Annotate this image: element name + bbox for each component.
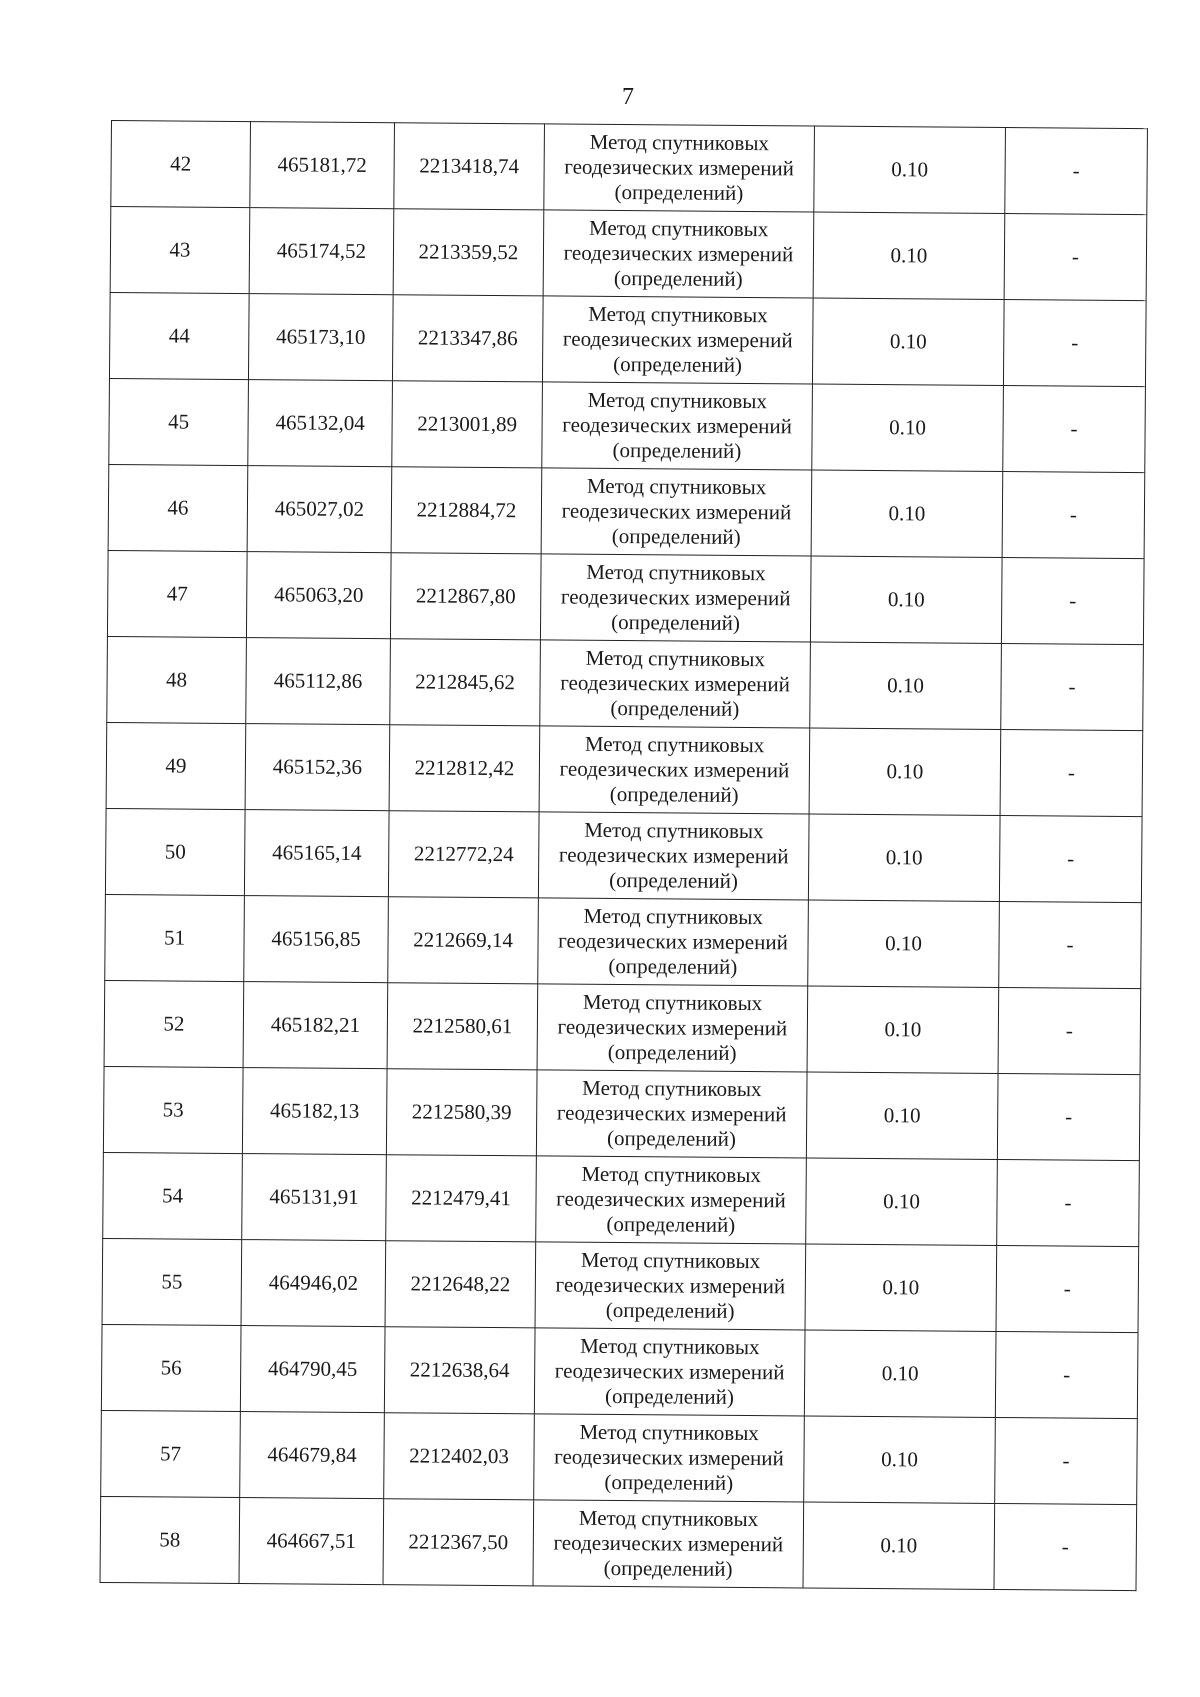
table-row [101, 1410, 1138, 1504]
method-line: Метод спутниковых [580, 1333, 760, 1360]
extra-cell: - [996, 1245, 1139, 1332]
coord-x-cell: 464679,84 [240, 1412, 385, 1499]
coord-x-cell: 465132,04 [248, 380, 393, 467]
method-line: (определений) [611, 609, 741, 635]
method-line: Метод спутниковых [587, 387, 768, 414]
method-line: (определений) [608, 953, 738, 979]
coord-y-cell: 2212367,50 [383, 1499, 534, 1586]
accuracy-cell: 0.10 [803, 1502, 995, 1589]
method-cell [538, 898, 809, 986]
method-cell [544, 124, 815, 212]
coord-y-cell: 2212580,39 [386, 1069, 537, 1156]
method-line: геодезических измерений [562, 412, 793, 439]
coord-y-cell: 2212845,62 [390, 639, 541, 726]
coord-x-cell: 465165,14 [244, 810, 389, 897]
table-row [103, 1066, 1140, 1160]
coord-x-cell: 465156,85 [244, 896, 389, 983]
method-line: Метод спутниковых [585, 645, 766, 672]
method-line: геодезических измерений [559, 756, 790, 783]
method-line: Метод спутниковых [589, 129, 770, 156]
extra-cell: - [1001, 644, 1144, 731]
point-number-cell: 47 [107, 550, 247, 637]
point-number-cell: 49 [106, 722, 246, 809]
extra-cell: - [1000, 730, 1143, 817]
extra-cell: - [1001, 558, 1144, 645]
method-line: Метод спутниковых [578, 1505, 759, 1532]
coord-x-cell: 465112,86 [246, 638, 391, 725]
method-line: геодезических измерений [558, 928, 788, 955]
accuracy-cell: 0.10 [810, 556, 1002, 643]
method-line: геодезических измерений [554, 1444, 784, 1471]
point-number-cell: 54 [103, 1152, 243, 1239]
accuracy-cell: 0.10 [814, 126, 1006, 213]
method-line: (определений) [613, 351, 743, 377]
extra-cell: - [1005, 128, 1148, 215]
method-cell [542, 382, 813, 470]
coord-y-cell: 2212479,41 [386, 1155, 537, 1242]
method-line: геодезических измерений [560, 670, 791, 697]
table-row [102, 1238, 1139, 1332]
method-line: геодезических измерений [560, 584, 791, 611]
method-line: Метод спутниковых [582, 1075, 762, 1102]
method-cell [535, 1242, 806, 1330]
extra-cell: - [995, 1331, 1138, 1418]
accuracy-cell: 0.10 [808, 814, 1000, 901]
method-line: Метод спутниковых [586, 559, 766, 586]
method-line: геодезических измерений [563, 240, 794, 267]
table-row [111, 121, 1148, 215]
coord-x-cell: 464946,02 [241, 1240, 386, 1327]
method-line: геодезических измерений [556, 1186, 786, 1213]
accuracy-cell: 0.10 [810, 642, 1002, 729]
page-number: 7 [622, 84, 634, 110]
method-line: Метод спутниковых [584, 817, 764, 844]
method-cell [539, 726, 810, 814]
method-line: геодезических измерений [562, 326, 793, 353]
table-row [101, 1324, 1138, 1418]
method-line: (определений) [611, 523, 741, 549]
method-cell [540, 554, 811, 642]
coord-x-cell: 465131,91 [242, 1154, 387, 1241]
method-line: Метод спутниковых [580, 1247, 761, 1274]
accuracy-cell: 0.10 [809, 728, 1001, 815]
extra-cell: - [1002, 472, 1145, 559]
method-line: Метод спутниковых [581, 1161, 761, 1188]
extra-cell: - [997, 1073, 1140, 1160]
table-row [110, 207, 1147, 301]
point-number-cell: 52 [104, 980, 244, 1067]
coord-x-cell: 465152,36 [245, 724, 390, 811]
coord-y-cell: 2213347,86 [392, 295, 543, 382]
coordinates-table [100, 120, 1148, 1591]
accuracy-cell: 0.10 [804, 1416, 996, 1503]
method-line: Метод спутниковых [579, 1419, 759, 1446]
extra-cell: - [999, 902, 1142, 989]
extra-cell: - [998, 987, 1141, 1074]
method-cell [536, 1156, 807, 1244]
accuracy-cell: 0.10 [804, 1330, 996, 1417]
coord-y-cell: 2212638,64 [384, 1327, 535, 1414]
method-cell [536, 1070, 807, 1158]
method-line: (определений) [610, 695, 740, 721]
method-line: геодезических измерений [561, 498, 792, 525]
method-cell [534, 1328, 805, 1416]
method-line: (определений) [614, 179, 744, 205]
extra-cell: - [995, 1417, 1138, 1504]
coord-x-cell: 465174,52 [249, 208, 394, 295]
table-row [109, 378, 1146, 472]
method-line: (определений) [605, 1297, 735, 1323]
coord-y-cell: 2212772,24 [388, 811, 539, 898]
table-row [105, 894, 1142, 988]
point-number-cell: 43 [110, 207, 250, 294]
coord-x-cell: 465181,72 [250, 122, 395, 209]
coord-x-cell: 465027,02 [247, 466, 392, 553]
point-number-cell: 44 [109, 292, 249, 379]
method-line: Метод спутниковых [583, 903, 764, 930]
method-line: (определений) [604, 1383, 734, 1409]
point-number-cell: 53 [103, 1066, 243, 1153]
accuracy-cell: 0.10 [807, 986, 999, 1073]
method-line: геодезических измерений [554, 1358, 785, 1385]
coord-x-cell: 465182,13 [242, 1068, 387, 1155]
extra-cell: - [1003, 300, 1146, 387]
point-number-cell: 46 [108, 464, 248, 551]
accuracy-cell: 0.10 [805, 1244, 997, 1331]
method-line: геодезических измерений [555, 1272, 786, 1299]
extra-cell: - [994, 1503, 1137, 1590]
method-cell [540, 640, 811, 728]
method-cell [538, 812, 809, 900]
method-line: (определений) [606, 1211, 736, 1237]
table-row [108, 464, 1145, 558]
coord-y-cell: 2212812,42 [389, 725, 540, 812]
coord-x-cell: 465173,10 [248, 294, 393, 381]
coord-y-cell: 2212580,61 [387, 983, 538, 1070]
method-line: (определений) [613, 265, 743, 291]
method-cell [534, 1414, 805, 1502]
accuracy-cell: 0.10 [808, 900, 1000, 987]
accuracy-cell: 0.10 [806, 1072, 998, 1159]
coord-y-cell: 2212867,80 [390, 553, 541, 640]
method-line: Метод спутниковых [588, 215, 769, 242]
coord-y-cell: 2213359,52 [393, 209, 544, 296]
table-row [109, 292, 1146, 386]
coord-y-cell: 2212884,72 [391, 467, 542, 554]
method-line: Метод спутниковых [582, 989, 763, 1016]
method-line: Метод спутниковых [588, 301, 768, 328]
point-number-cell: 42 [111, 121, 251, 208]
method-line: геодезических измерений [557, 1014, 788, 1041]
extra-cell: - [1003, 386, 1146, 473]
coord-y-cell: 2213418,74 [394, 123, 545, 210]
point-number-cell: 55 [102, 1238, 242, 1325]
accuracy-cell: 0.10 [806, 1158, 998, 1245]
method-cell [537, 984, 808, 1072]
coord-y-cell: 2213001,89 [392, 381, 543, 468]
table-row [104, 980, 1141, 1074]
point-number-cell: 50 [105, 808, 245, 895]
method-cell [542, 296, 813, 384]
table-row [103, 1152, 1140, 1246]
method-line: (определений) [607, 1125, 737, 1151]
method-line: геодезических измерений [564, 154, 795, 181]
extra-cell: - [1004, 214, 1147, 301]
table-row [105, 808, 1142, 902]
method-line: (определений) [603, 1555, 733, 1581]
table-row [106, 722, 1143, 816]
point-number-cell: 45 [109, 378, 249, 465]
table-body [100, 121, 1147, 1591]
point-number-cell: 56 [101, 1324, 241, 1411]
accuracy-cell: 0.10 [811, 470, 1003, 557]
coord-y-cell: 2212648,22 [385, 1241, 536, 1328]
accuracy-cell: 0.10 [813, 212, 1005, 299]
method-line: (определений) [612, 437, 742, 463]
coord-x-cell: 464667,51 [239, 1498, 384, 1585]
accuracy-cell: 0.10 [812, 298, 1004, 385]
method-line: (определений) [609, 781, 739, 807]
table-row [100, 1496, 1137, 1590]
method-line: (определений) [607, 1039, 737, 1065]
extra-cell: - [997, 1159, 1140, 1246]
method-line: (определений) [604, 1469, 734, 1495]
coord-x-cell: 464790,45 [240, 1326, 385, 1413]
method-line: Метод спутниковых [584, 731, 765, 758]
coord-x-cell: 465063,20 [246, 552, 391, 639]
method-cell [541, 468, 812, 556]
point-number-cell: 58 [100, 1496, 240, 1583]
point-number-cell: 48 [107, 636, 247, 723]
method-cell [543, 210, 814, 298]
table-row [107, 550, 1144, 644]
point-number-cell: 57 [101, 1410, 241, 1497]
method-line: геодезических измерений [556, 1100, 787, 1127]
method-line: геодезических измерений [553, 1530, 784, 1557]
method-cell [533, 1500, 804, 1588]
table-row [107, 636, 1144, 730]
coord-y-cell: 2212669,14 [388, 897, 539, 984]
extra-cell: - [999, 816, 1142, 903]
accuracy-cell: 0.10 [812, 384, 1004, 471]
point-number-cell: 51 [105, 894, 245, 981]
method-line: (определений) [609, 867, 739, 893]
coord-x-cell: 465182,21 [243, 982, 388, 1069]
coord-y-cell: 2212402,03 [384, 1413, 535, 1500]
method-line: Метод спутниковых [586, 473, 767, 500]
method-line: геодезических измерений [558, 842, 789, 869]
